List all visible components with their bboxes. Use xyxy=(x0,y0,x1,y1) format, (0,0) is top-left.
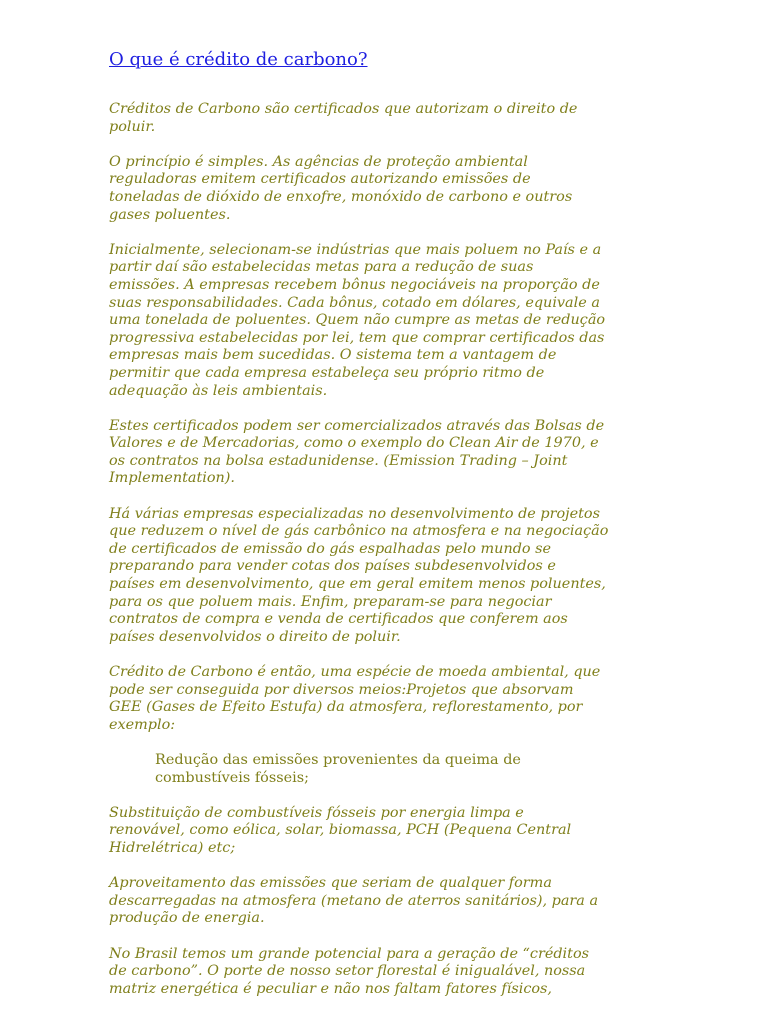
page-title[interactable]: O que é crédito de carbono? xyxy=(109,49,368,70)
paragraph-initially: Inicialmente, selecionam-se indústrias que mais poluem no País e a partir daí são estabelecidas metas para a redução de suas emissões. A empresas recebem bônus negociáveis na proporção de suas responsabilidades. Cada bônus, cotado em dólares, equivale a uma tonelada de poluentes. Quem não cumpre as metas de redução progressiva estabelecidas por lei, tem que comprar certificados das empresas mais bem sucedidas. O sistema tem a vantagem de permitir que cada empresa estabeleça seu próprio ritmo de adequação às leis ambientais. xyxy=(109,241,606,399)
paragraph-definition: Créditos de Carbono são certificados que autorizam o direito de poluir. xyxy=(109,101,578,135)
paragraph-emission-reduction: Redução das emissões provenientes da queima de combustíveis fósseis; xyxy=(155,751,521,786)
paragraph-companies: Há várias empresas especializadas no desenvolvimento de projetos que reduzem o nível de gás carbônico na atmosfera e na negociação de certificados de emissão do gás espalhadas pelo mundo se preparando para vender cotas dos países subdesenvolvidos e países em desenvolvimento, que em geral emitem menos poluentes, para os que poluem mais. Enfim, preparam-se para negociar contratos de compra e venda de certificados que conferem aos países desenvolvidos o direito de poluir. xyxy=(109,505,609,645)
paragraph-brazil: No Brasil temos um grande potencial para a geração de “créditos de carbono”. O porte de nosso setor florestal é inigualável, nossa matriz energética é peculiar e não nos faltam fatores físicos, xyxy=(109,945,589,997)
document-page xyxy=(109,46,661,1016)
paragraph-substitution: Substituição de combustíveis fósseis por energia limpa e renovável, como eólica, solar, biomassa, PCH (Pequena Central Hidrelétrica) etc; xyxy=(109,804,572,856)
paragraph-emissions-use: Aproveitamento das emissões que seriam de qualquer forma descarregadas na atmosfera (metano de aterros sanitários), para a produção de energia. xyxy=(109,875,599,927)
paragraph-carbon-credit: Crédito de Carbono é então, uma espécie de moeda ambiental, que pode ser conseguida por diversos meios:Projetos que absorvam GEE (Gases de Efeito Estufa) da atmosfera, reflorestamento, por exemplo: xyxy=(109,664,601,733)
paragraph-certificates: Estes certificados podem ser comercializados através das Bolsas de Valores e de Mercadorias, como o exemplo do Clean Air de 1970, e os contratos na bolsa estadunidense. (Emission Trading – Joint Implementation). xyxy=(109,417,605,487)
paragraph-principle: O princípio é simples. As agências de proteção ambiental reguladoras emitem certificados autorizando emissões de toneladas de dióxido de enxofre, monóxido de carbono e outros gases poluentes. xyxy=(109,153,573,223)
